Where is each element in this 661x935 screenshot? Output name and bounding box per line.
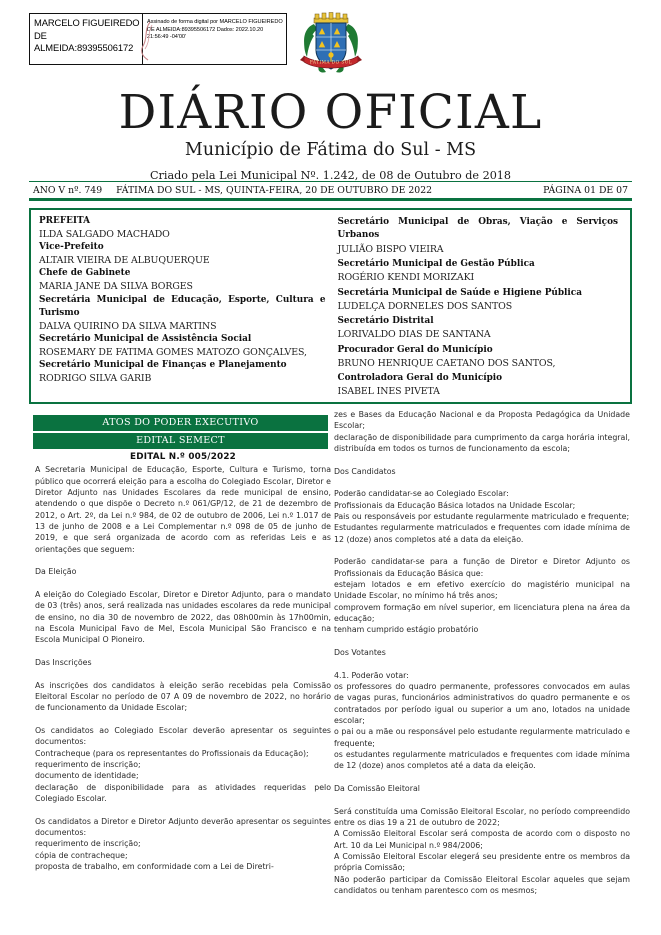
- page-indicator: PÁGINA 01 DE 07: [543, 185, 628, 196]
- body-paragraph: As inscrições dos candidatos à eleição serão recebidas pela Comissão Eleitoral Escolar no período de 07 A 09 de novembro de 2022, no horário de funcionamento da Unidade Escolar;: [35, 680, 331, 713]
- issue-place-date: FÁTIMA DO SUL - MS, QUINTA-FEIRA, 20 DE OUTUBRO DE 2022: [116, 185, 433, 196]
- official-role: Procurador Geral do Município: [337, 344, 493, 355]
- paragraph-spacer: [35, 668, 331, 679]
- body-paragraph: Dos Votantes: [334, 648, 386, 658]
- official-role: Secretário Municipal de Assistência Social: [39, 333, 252, 344]
- masthead-subtitle: Município de Fátima do Sul - MS: [184, 140, 477, 160]
- body-paragraph: Os candidatos ao Colegiado Escolar deverão apresentar os seguintes documentos:: [35, 726, 331, 747]
- body-paragraph: requerimento de inscrição;: [35, 839, 141, 849]
- body-paragraph: requerimento de inscrição;: [35, 760, 141, 770]
- body-paragraph: Estudantes regularmente matriculados e frequentes com idade mínima de 12 (doze) anos completos até a data da eleição.: [334, 523, 630, 544]
- paragraph-spacer: [334, 545, 630, 556]
- official-name: LORIVALDO DIAS DE SANTANA: [337, 329, 491, 341]
- masthead-law-line: Criado pela Lei Municipal Nº. 1.242, de 08 de Outubro de 2018: [149, 169, 512, 182]
- right-paragraphs: [334, 409, 630, 896]
- signature-subject-name: MARCELO FIGUEIREDO DE ALMEIDA:89395506172: [34, 17, 140, 54]
- paragraph-spacer: [334, 636, 630, 647]
- official-role: Secretário Municipal de Gestão Pública: [337, 259, 535, 270]
- body-paragraph: Das Inscrições: [35, 658, 92, 668]
- official-role: Secretário Municipal de Obras, Viação e Serviços Urbanos: [337, 217, 618, 241]
- official-name: BRUNO HENRIQUE CAETANO DOS SANTOS,: [337, 357, 556, 369]
- officials-column-right: [332, 215, 625, 398]
- paragraph-spacer: [35, 646, 331, 657]
- official-role: Secretária Municipal de Saúde e Higiene Pública: [337, 287, 582, 298]
- svg-text:FATIMA DO SUL: FATIMA DO SUL: [309, 59, 353, 65]
- officials-column-left: [39, 215, 332, 398]
- body-paragraph: 4.1. Poderão votar:: [334, 670, 409, 680]
- official-role: Secretária Municipal de Educação, Esporte, Cultura e Turismo: [39, 294, 326, 318]
- body-paragraph: Da Comissão Eleitoral: [334, 784, 420, 794]
- body-paragraph: Será constituída uma Comissão Eleitoral Escolar, no período compreendido entre os dias 19 a 21 de outubro de 2022;: [334, 806, 630, 828]
- masthead: [0, 85, 661, 184]
- signature-details: Assinado de forma digital por MARCELO FIGUEIREDO DE ALMEIDA:89395506172 Dados: 2022.10.20 21:56:49 -04'00': [147, 19, 283, 41]
- body-paragraph: declaração de disponibilidade para as atividades requeridas pelo Colegiado Escolar.: [35, 782, 331, 804]
- issue-number: ANO V nº. 749: [33, 185, 103, 196]
- paragraph-spacer: [334, 454, 630, 465]
- body-column-left: [35, 452, 331, 922]
- body-paragraph: proposta de trabalho, em conformidade com a Lei de Diretri-: [35, 862, 274, 872]
- body-paragraph: declaração de disponibilidade para cumprimento da carga horária integral, distribuída em todos os turnos de funcionamento da escola;: [334, 432, 630, 454]
- left-paragraphs: [35, 464, 331, 872]
- official-name: ILDA SALGADO MACHADO: [39, 229, 170, 241]
- paragraph-spacer: [35, 714, 331, 725]
- official-name: ROGÉRIO KENDI MORIZAKI: [337, 272, 475, 284]
- body-paragraph: os estudantes regularmente matriculados e frequentes com idade mínima de 12 (doze) anos completos até a data da eleição.: [334, 750, 630, 771]
- official-role: PREFEITA: [39, 216, 91, 226]
- body-paragraph: A Comissão Eleitoral Escolar elegerá seu presidente entre os membros da própria Comissão;: [334, 852, 630, 873]
- paragraph-spacer: [35, 804, 331, 815]
- paragraph-spacer: [334, 658, 630, 669]
- body-paragraph: estejam lotados e em efetivo exercício do magistério municipal na Unidade Escolar, no mínimo há três anos;: [334, 580, 630, 601]
- body-paragraph: tenham cumprido estágio probatório: [334, 625, 479, 635]
- body-paragraph: os professores do quadro permanente, professores convocados em aulas de vagas puras, funcionários administrativos do quadro permanente e os contratados por período igual ou superior a um ano, lotados na unidade escolar;: [334, 682, 630, 726]
- official-name: MARIA JANE DA SILVA BORGES: [39, 281, 193, 293]
- official-role: Vice-Prefeito: [39, 242, 104, 253]
- body-paragraph: documento de identidade;: [35, 771, 139, 781]
- body-paragraph: Profissionais da Educação Básica lotados na Unidade Escolar;: [334, 500, 576, 510]
- paragraph-spacer: [334, 794, 630, 805]
- body-paragraph: A Comissão Eleitoral Escolar será composta de acordo com o disposto no Art. 10 da Lei Municipal n.º 984/2006;: [334, 829, 630, 850]
- official-name: JULIÃO BISPO VIEIRA: [337, 243, 444, 255]
- official-role: Secretário Distrital: [337, 316, 434, 327]
- paragraph-spacer: [35, 555, 331, 566]
- officials-box: [29, 208, 632, 404]
- official-name: ROSEMARY DE FATIMA GOMES MATOZO GONÇALVES,: [39, 346, 307, 358]
- body-paragraph: Poderão candidatar-se para a função de Diretor e Diretor Adjunto os Profissionais da Educação Básica que:: [334, 557, 630, 578]
- body-paragraph: cópia de contracheque;: [35, 850, 128, 860]
- body-paragraph: Da Eleição: [35, 567, 77, 577]
- body-paragraph: o pai ou a mãe ou responsável pelo estudante regularmente matriculado e frequente;: [334, 727, 630, 748]
- official-name: LUDELÇA DORNELES DOS SANTOS: [337, 300, 513, 312]
- body-paragraph: A Secretaria Municipal de Educação, Esporte, Cultura e Turismo, torna público que ocorrerá eleição para a escolha do Colegiado Escolar, Diretor e Diretor Adjunto nas Unidades Escolares da rede municipal de ensino, atendendo o que dispõe o Decreto n.º 061/GP/12, de 21 de dezembro de 2012, o Art. 2º, da Lei n.º 984, de 02 de outubro de 2006, Lei n.º 1.017 de 13 de junho de 2008 e a Lei Complementar n.º 098 de 05 de junho de 2019, e que será organizada de acordo com as referidas Leis e as orientações que seguem:: [35, 465, 331, 554]
- official-name: ALTAIR VIEIRA DE ALBUQUERQUE: [39, 255, 210, 267]
- digital-signature-box: [29, 13, 287, 65]
- body-paragraph: zes e Bases da Educação Nacional e da Proposta Pedagógica da Unidade Escolar;: [334, 410, 630, 431]
- paragraph-spacer: [35, 578, 331, 589]
- body-paragraph: Os candidatos a Diretor e Diretor Adjunto deverão apresentar os seguintes documentos:: [35, 816, 331, 838]
- body-column-right: [334, 409, 630, 921]
- paragraph-spacer: [334, 772, 630, 783]
- body-paragraph: Contracheque (para os representantes do Profissionais da Educação);: [35, 748, 309, 758]
- body-paragraph: A eleição do Colegiado Escolar, Diretor e Diretor Adjunto, para o mandato de 03 (três) anos, será realizada nas unidades escolares da rede municipal de ensino, no dia 30 de novembro de 2022, das 08h00min às 17h00min, na Escola Municipal Favo de Mel, Escola Municipal São Francisco e na Escola Municipal O Pioneiro.: [35, 590, 331, 645]
- body-paragraph: Poderão candidatar-se ao Colegiado Escolar:: [334, 489, 509, 499]
- official-role: Secretário Municipal de Finanças e Planejamento: [39, 360, 287, 371]
- section-banner-atos-poder-executivo: ATOS DO PODER EXECUTIVO: [33, 415, 328, 431]
- section-banner-edital-semect: EDITAL SEMECT: [33, 433, 328, 449]
- body-paragraph: Dos Candidatos: [334, 466, 396, 476]
- official-name: ISABEL INES PIVETA: [337, 386, 440, 398]
- official-role: Chefe de Gabinete: [39, 268, 131, 279]
- body-paragraph: comprovem formação em nível superior, em licenciatura plena na área da educação;: [334, 602, 630, 624]
- page-title: DIÁRIO OFICIAL: [118, 85, 543, 140]
- official-role: Controladora Geral do Município: [337, 373, 503, 384]
- official-name: RODRIGO SILVA GARIB: [39, 373, 152, 385]
- body-paragraph: Não poderão participar da Comissão Eleitoral Escolar aqueles que sejam candidatos ou tenham parentesco com os mesmos;: [334, 874, 630, 896]
- body-paragraph: Pais ou responsáveis por estudante regularmente matriculado e frequente;: [334, 512, 630, 521]
- edital-heading: EDITAL N.º 005/2022: [130, 452, 236, 462]
- paragraph-spacer: [334, 477, 630, 488]
- issue-info-bar: [29, 181, 632, 201]
- brasao-municipal-icon: [296, 12, 366, 82]
- official-name: DALVA QUIRINO DA SILVA MARTINS: [39, 320, 217, 332]
